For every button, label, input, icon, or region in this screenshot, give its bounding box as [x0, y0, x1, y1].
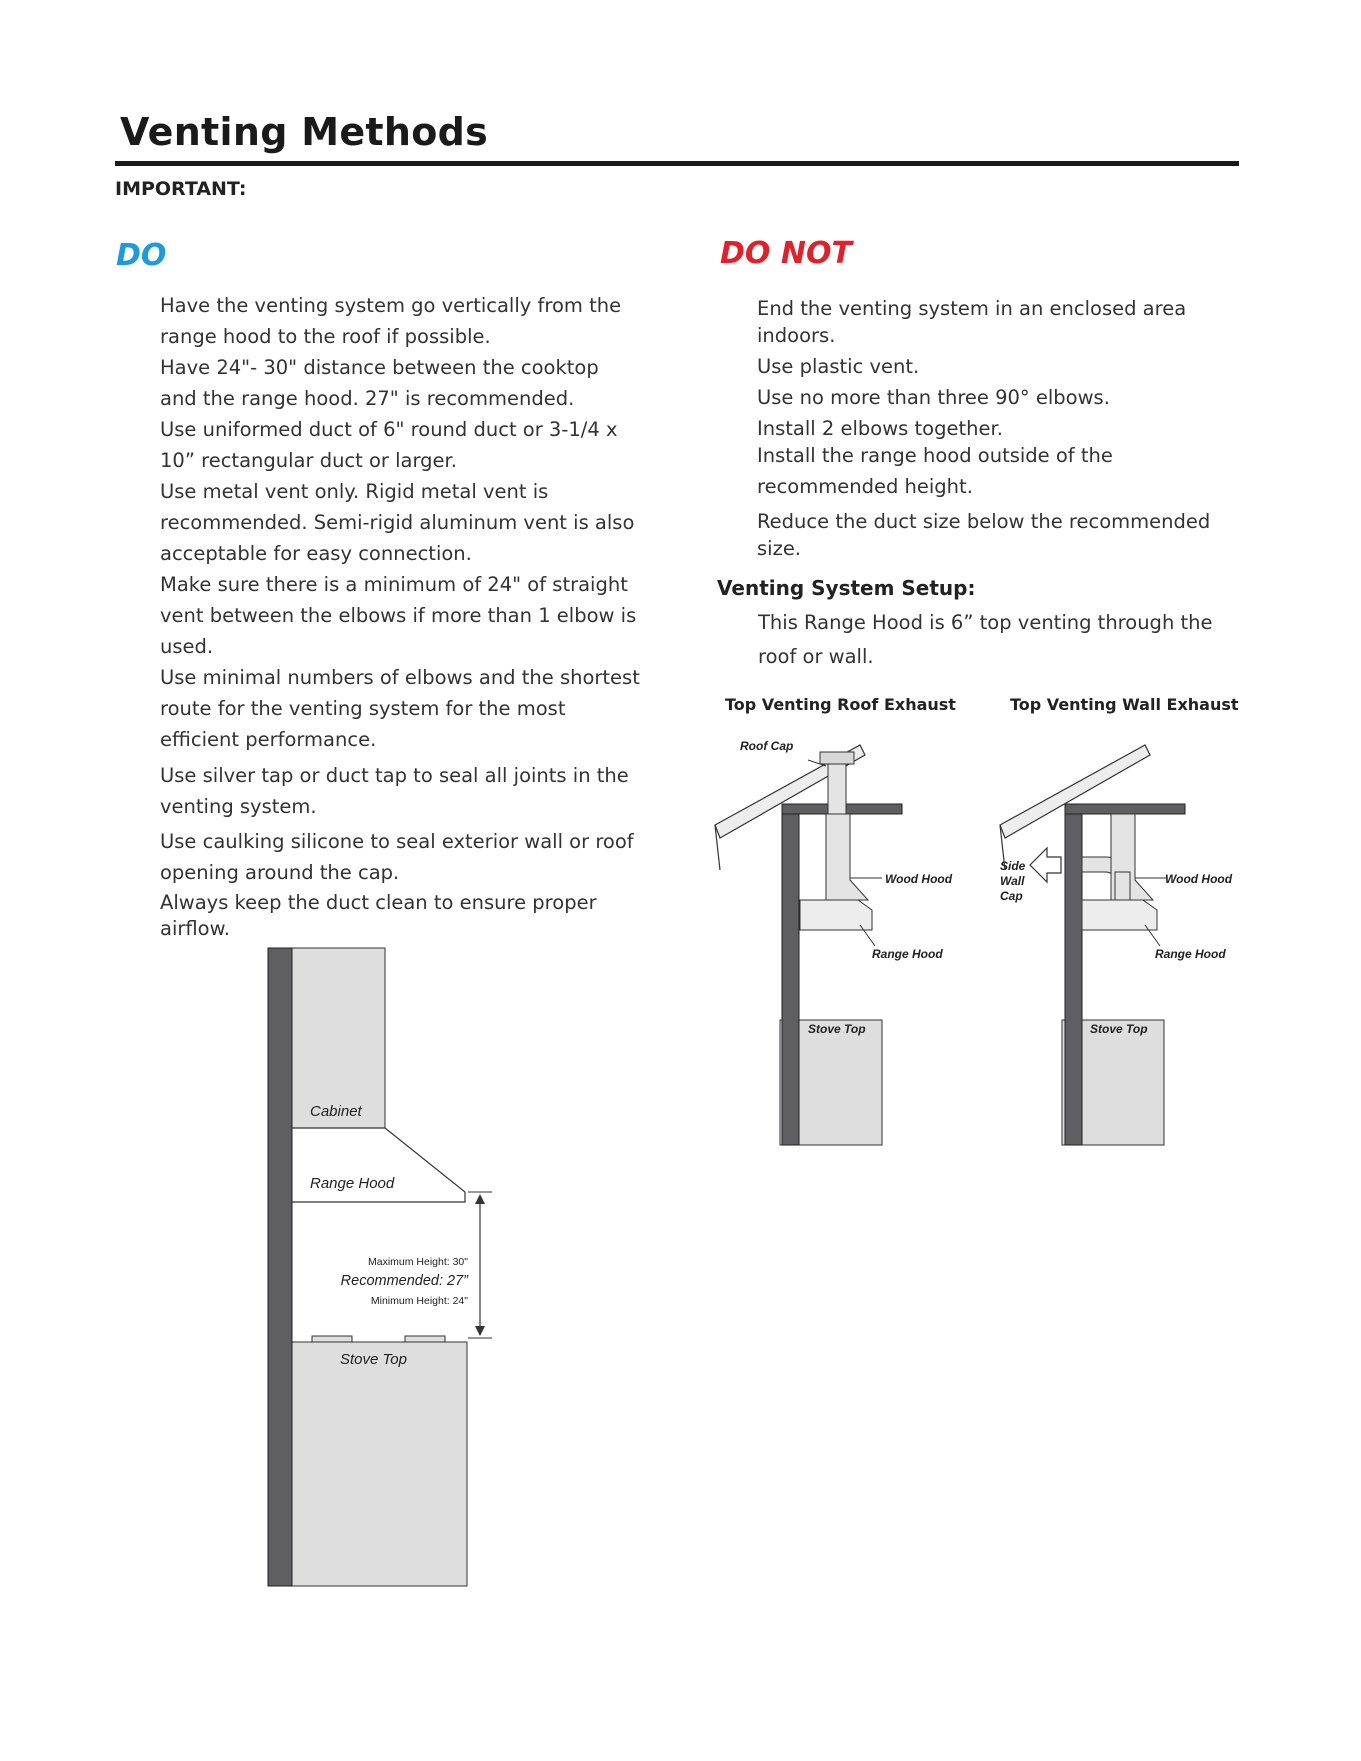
- do-line: opening around the cap.: [160, 861, 400, 884]
- do-line: venting system.: [160, 795, 317, 818]
- venting-setup-text: This Range Hood is 6” top venting through the roof or wall.: [758, 611, 1213, 668]
- roof-cap-shape: [820, 752, 854, 764]
- do-line: vent between the elbows if more than 1 elbow is: [160, 604, 637, 627]
- do-line: Have the venting system go vertically from the: [160, 294, 622, 317]
- cabinet-label: Cabinet: [310, 1103, 362, 1120]
- do-line: Make sure there is a minimum of 24" of straight: [160, 573, 628, 596]
- recommended-height-label: Recommended: 27”: [340, 1273, 468, 1289]
- do-not-line: Install the range hood outside of the: [757, 444, 1113, 467]
- roof-cap-label: Roof Cap: [740, 739, 794, 753]
- range-hood-label: Range Hood: [872, 947, 943, 961]
- do-line: recommended. Semi-rigid aluminum vent is also: [160, 511, 635, 534]
- do-line: Use metal vent only. Rigid metal vent is: [160, 480, 549, 503]
- do-line: Use caulking silicone to seal exterior wall or roof: [160, 830, 634, 853]
- wall-exhaust-diagram: [985, 730, 1233, 1150]
- wood-hood-shape: [826, 814, 868, 900]
- mounting-height-diagram: [260, 940, 500, 1590]
- do-list: [160, 290, 660, 950]
- venting-setup-heading: Venting System Setup:: [717, 576, 976, 600]
- do-line: route for the venting system for the most: [160, 697, 566, 720]
- side-wall-cap-label: Side: [1000, 859, 1026, 873]
- do-not-heading: DO NOT: [720, 236, 852, 271]
- do-not-line: End the venting system in an enclosed area: [757, 297, 1187, 320]
- do-not-line: indoors.: [757, 324, 836, 347]
- do-not-line: size.: [757, 537, 802, 560]
- wood-hood-label: Wood Hood: [885, 872, 953, 886]
- do-line: Use uniformed duct of 6" round duct or 3-1/4 x: [160, 418, 618, 441]
- stove-top-label: Stove Top: [808, 1022, 866, 1036]
- arrow-down-icon: [475, 1326, 485, 1336]
- do-line: Have 24"- 30" distance between the cooktop: [160, 356, 599, 379]
- burner: [405, 1336, 445, 1342]
- do-line: Always keep the duct clean to ensure proper: [160, 891, 597, 914]
- range-hood-label: Range Hood: [1155, 947, 1226, 961]
- wall-block: [1065, 810, 1082, 1145]
- title-divider: [115, 161, 1239, 166]
- side-wall-cap-arrow: [1030, 848, 1061, 882]
- do-line: acceptable for easy connection.: [160, 542, 472, 565]
- do-not-list: [757, 293, 1237, 573]
- do-line: Use minimal numbers of elbows and the shortest: [160, 666, 640, 689]
- stove-block: [290, 1342, 467, 1586]
- do-line: Use silver tap or duct tap to seal all joints in the: [160, 764, 629, 787]
- do-not-line: Use plastic vent.: [757, 355, 920, 378]
- wall-block: [268, 948, 292, 1586]
- wall-block: [782, 810, 799, 1145]
- wall-exhaust-title: Top Venting Wall Exhaust: [1010, 695, 1239, 714]
- do-line: airflow.: [160, 917, 230, 940]
- roof-exhaust-diagram: [700, 730, 1030, 1150]
- side-wall-cap-label: Cap: [1000, 889, 1023, 903]
- do-line: 10” rectangular duct or larger.: [160, 449, 457, 472]
- arrow-up-icon: [475, 1194, 485, 1204]
- min-height-label: Minimum Height: 24": [370, 1295, 468, 1307]
- side-wall-cap-label: Wall: [1000, 874, 1025, 888]
- max-height-label: Maximum Height: 30": [367, 1256, 468, 1268]
- do-not-line: Use no more than three 90° elbows.: [757, 386, 1110, 409]
- do-not-line: recommended height.: [757, 475, 973, 498]
- do-line: used.: [160, 635, 214, 658]
- do-not-line: Reduce the duct size below the recommended: [757, 510, 1211, 533]
- range-hood-label: Range Hood: [310, 1175, 395, 1192]
- do-line: range hood to the roof if possible.: [160, 325, 491, 348]
- cabinet-block: [290, 948, 385, 1128]
- ceiling-block: [1065, 804, 1185, 814]
- do-heading: DO: [116, 238, 167, 273]
- roof-exhaust-title: Top Venting Roof Exhaust: [725, 695, 956, 714]
- wood-hood-label: Wood Hood: [1165, 872, 1233, 886]
- burner: [312, 1336, 352, 1342]
- page-title: Venting Methods: [120, 110, 489, 154]
- range-hood-shape: [800, 900, 872, 930]
- do-line: and the range hood. 27" is recommended.: [160, 387, 575, 410]
- important-label: IMPORTANT:: [115, 178, 247, 200]
- do-line: efficient performance.: [160, 728, 377, 751]
- do-not-line: Install 2 elbows together.: [757, 417, 1003, 440]
- stove-top-label: Stove Top: [340, 1351, 407, 1368]
- stove-top-label: Stove Top: [1090, 1022, 1148, 1036]
